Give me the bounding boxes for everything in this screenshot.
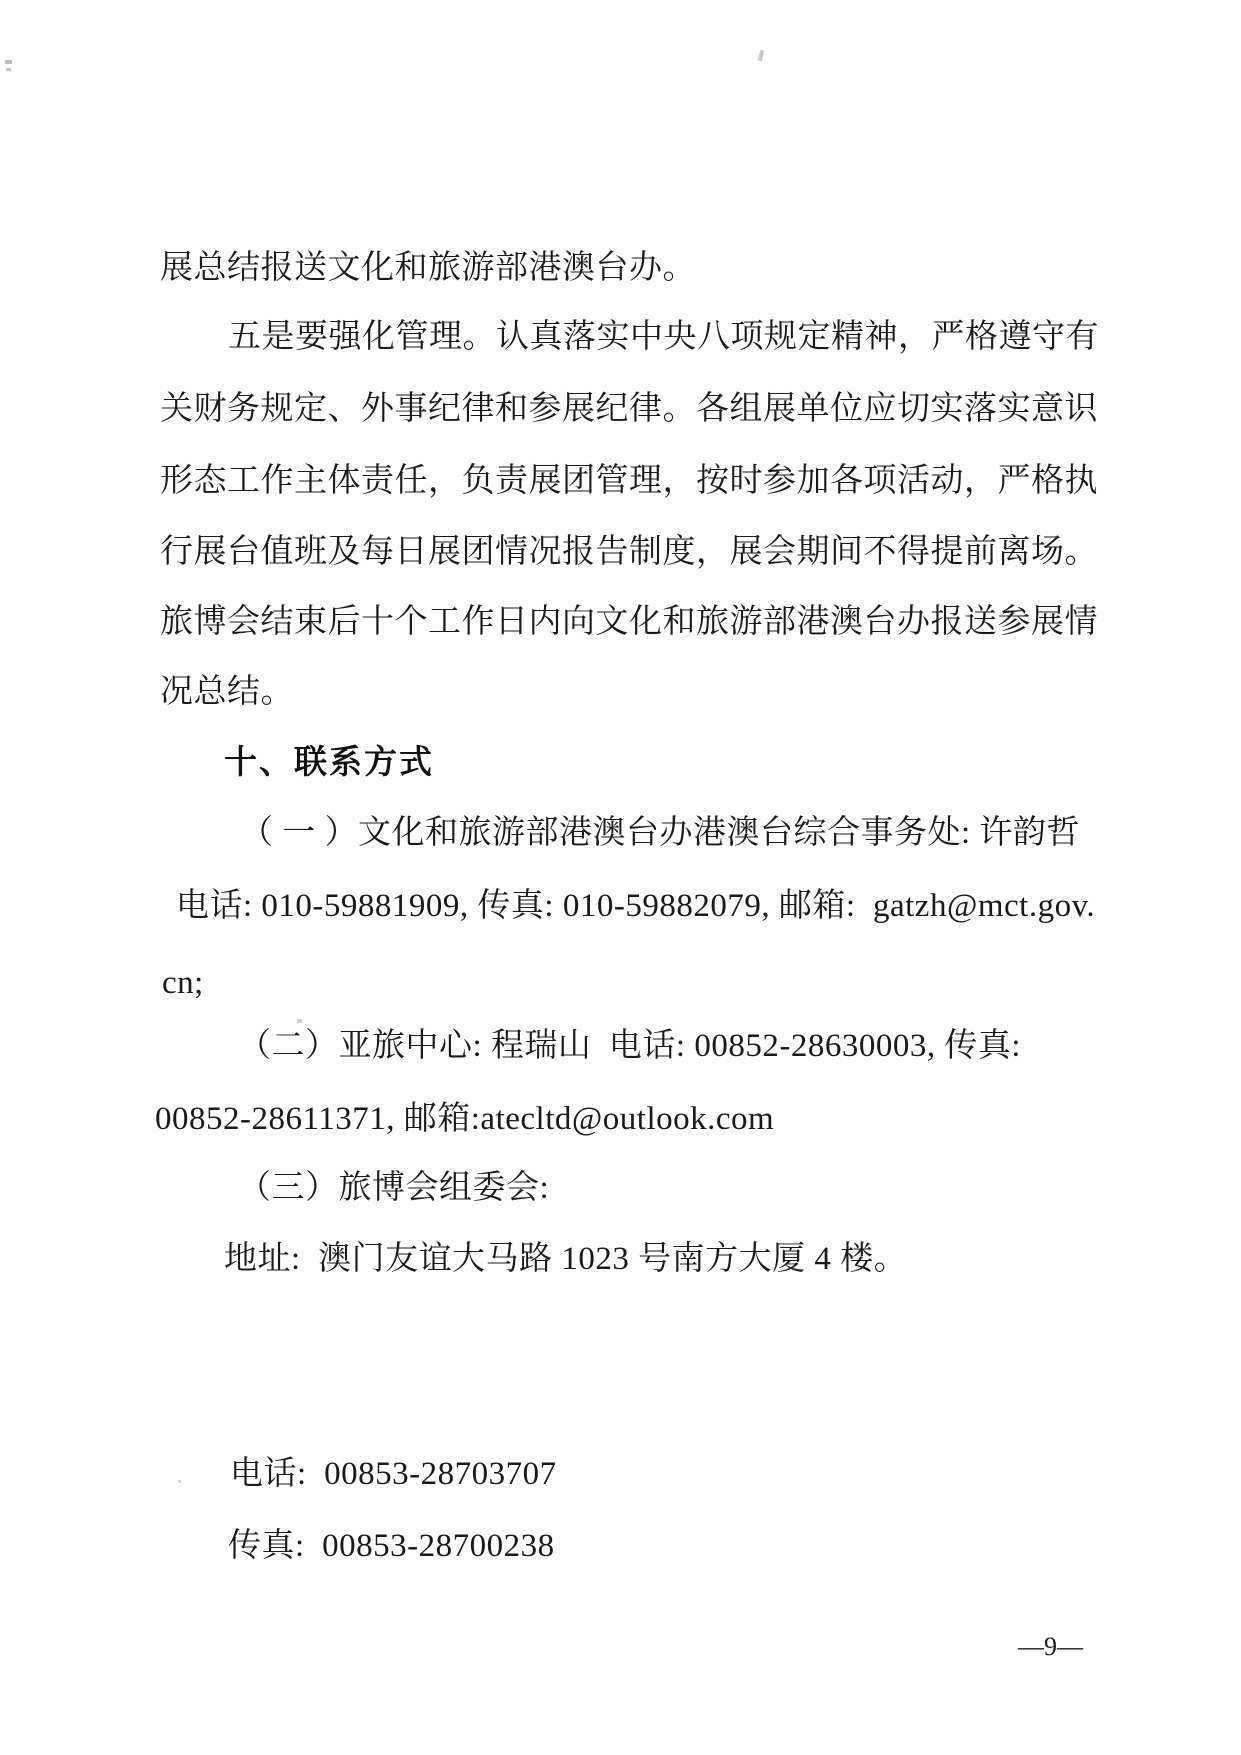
scan-speck: [178, 1480, 181, 1483]
scan-speck: [6, 68, 11, 71]
doc-line: 传真: 00853-28700238: [228, 1528, 555, 1564]
section-heading: 十、联系方式: [224, 743, 434, 780]
doc-line: （ 一 ）文化和旅游部港澳台办港澳台综合事务处: 许韵哲: [240, 815, 1080, 851]
doc-line: 地址: 澳门友谊大马路 1023 号南方大厦 4 楼。: [224, 1241, 908, 1277]
doc-line: 五是要强化管理。认真落实中央八项规定精神，严格遵守有: [228, 319, 1099, 355]
doc-line: 形态工作主体责任，负责展团管理，按时参加各项活动，严格执: [160, 463, 1098, 499]
doc-line: 旅博会结束后十个工作日内向文化和旅游部港澳台办报送参展情: [160, 604, 1098, 640]
doc-line: （三）旅博会组委会:: [238, 1170, 550, 1206]
scan-speck: [5, 60, 12, 64]
doc-line: 展总结报送文化和旅游部港澳台办。: [160, 250, 696, 286]
page-number: —9—: [1018, 1632, 1083, 1661]
doc-line: 况总结。: [160, 674, 294, 710]
doc-line: 电话: 00853-28703707: [230, 1456, 557, 1492]
doc-line: （二）亚旅中心: 程瑞山 电话: 00852-28630003, 传真:: [238, 1028, 1021, 1064]
scan-speck: [297, 1019, 302, 1023]
doc-line: cn;: [162, 965, 204, 1001]
doc-line: 电话: 010-59881909, 传真: 010-59882079, 邮箱: gatzh@mct.gov.: [176, 888, 1096, 924]
doc-line: 00852-28611371, 邮箱:atecltd@outlook.com: [155, 1101, 775, 1137]
doc-line: 关财务规定、外事纪律和参展纪律。各组展单位应切实落实意识: [160, 391, 1098, 427]
doc-line: 行展台值班及每日展团情况报告制度，展会期间不得提前离场。: [160, 534, 1098, 570]
scan-speck: [758, 50, 765, 62]
